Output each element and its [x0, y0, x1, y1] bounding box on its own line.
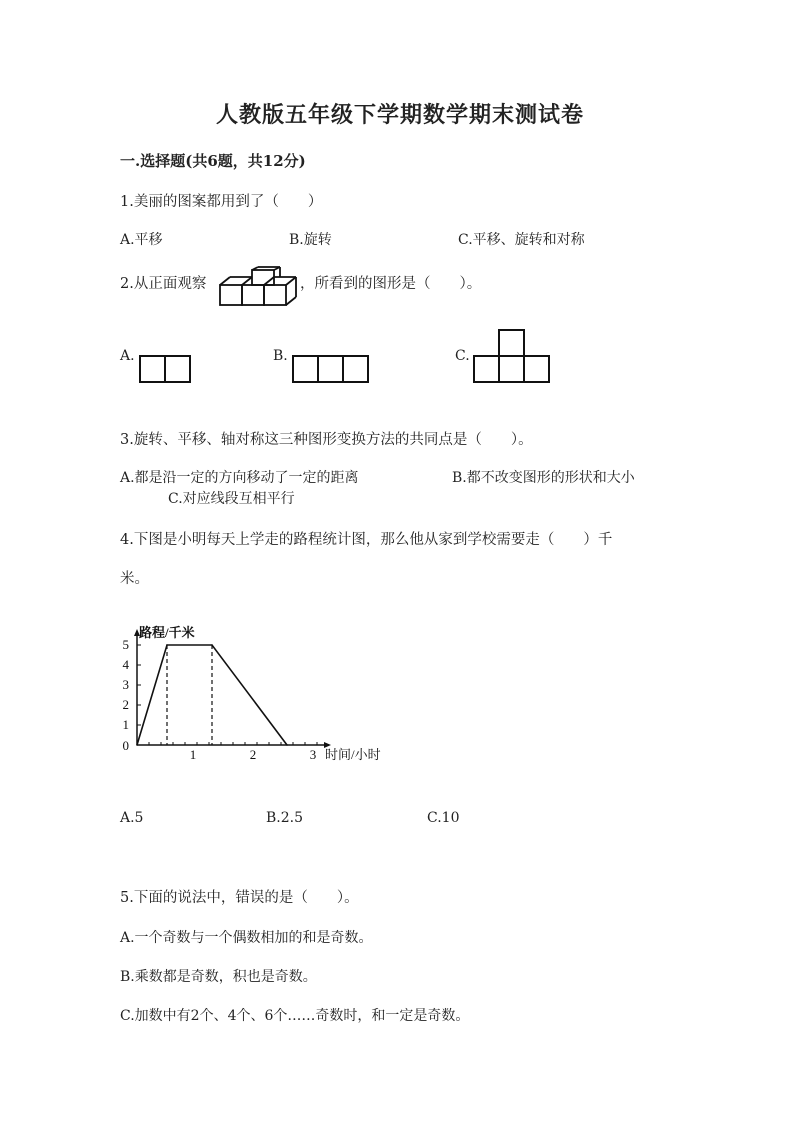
q2-option-c: C.: [455, 348, 470, 364]
data-point: [286, 744, 288, 746]
distance-time-chart: [115, 615, 415, 770]
page-title: 人教版五年级下学期数学期末测试卷: [215, 102, 584, 128]
q3-option-c: C.对应线段互相平行: [168, 491, 295, 507]
question-4-line1: 4.下图是小明每天上学走的路程统计图，那么他从家到学校需要走（ ）千: [120, 532, 613, 548]
section-heading: 一.选择题(共6题，共12分): [120, 152, 306, 170]
y-axis-label: 路程/千米: [139, 625, 195, 640]
data-point: [136, 744, 138, 746]
q4-option-a: A.5: [120, 810, 144, 826]
option-b-figure: [292, 355, 370, 383]
q2-option-b: B.: [273, 348, 288, 364]
q1-option-b: B.旋转: [289, 232, 332, 248]
q4-option-b: B.2.5: [266, 810, 304, 826]
y-tick-label: 2: [122, 697, 129, 712]
x-tick-label: 2: [249, 747, 257, 762]
origin-label: 0: [122, 738, 129, 753]
x-tick-label: 1: [189, 747, 197, 762]
q5-option-a: A.一个奇数与一个偶数相加的和是奇数。: [120, 930, 373, 946]
question-3: 3.旋转、平移、轴对称这三种图形变换方法的共同点是（ ）。: [120, 432, 533, 448]
q4-option-c: C.10: [427, 810, 460, 826]
y-tick-label: 3: [122, 677, 129, 692]
q3-option-b: B.都不改变图形的形状和大小: [452, 470, 635, 486]
data-point: [166, 644, 168, 646]
data-point: [211, 644, 213, 646]
option-a-figure: [139, 355, 191, 383]
y-tick-label: 1: [122, 717, 129, 732]
q5-option-b: B.乘数都是奇数，积也是奇数。: [120, 969, 317, 985]
q1-option-a: A.平移: [120, 232, 163, 248]
question-5: 5.下面的说法中，错误的是（ ）。: [120, 890, 359, 906]
q1-option-c: C.平移、旋转和对称: [458, 232, 585, 248]
question-2-start: 2.从正面观察: [120, 276, 207, 292]
q2-option-a: A.: [120, 348, 135, 364]
x-tick-label: 3: [309, 747, 317, 762]
x-axis-label: 时间/小时: [325, 747, 381, 762]
option-c-figure: [473, 329, 551, 383]
question-4-line2: 米。: [120, 571, 149, 587]
y-tick-label: 4: [122, 657, 129, 672]
cube-stack-figure: [218, 267, 298, 307]
y-tick-label: 5: [122, 637, 129, 652]
question-1: 1.美丽的图案都用到了（ ）: [120, 194, 323, 210]
question-2-end: ，所看到的图形是（ ）。: [300, 276, 482, 292]
q5-option-c: C.加数中有2个、4个、6个……奇数时，和一定是奇数。: [120, 1008, 470, 1024]
q3-option-a: A.都是沿一定的方向移动了一定的距离: [120, 470, 359, 486]
